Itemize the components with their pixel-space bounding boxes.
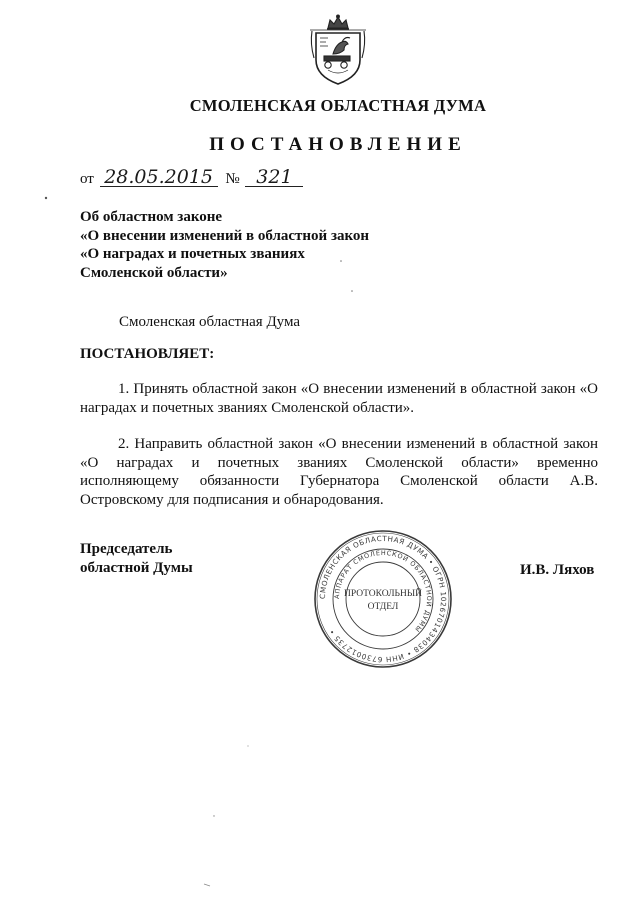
document-date: 28.05.2015 [100, 168, 218, 187]
seal-outer-text: СМОЛЕНСКАЯ ОБЛАСТНАЯ ДУМА • ОГРН 1026701434038 • ИНН 6730012735 • [317, 533, 449, 665]
coat-of-arms-icon [306, 14, 370, 86]
document-subject [80, 208, 369, 282]
seal-center-line: ОТДЕЛ [367, 602, 399, 612]
organization-title: СМОЛЕНСКАЯ ОБЛАСТНАЯ ДУМА [189, 96, 487, 115]
date-number-line [80, 168, 303, 188]
subject-line: «О наградах и почетных званиях [80, 246, 305, 262]
seal-inner-text: АППАРАТ СМОЛЕНСКОЙ ОБЛАСТНОЙ ДУМЫ [332, 548, 434, 634]
signatory-title-line: Председатель [80, 541, 173, 557]
signatory-title [80, 540, 193, 577]
resolution-paragraph-1: 1. Принять областной закон «О внесении изменений в областной закон «О наградах и почетных званиях Смоленской области». [80, 381, 598, 416]
official-seal-stamp [312, 528, 454, 670]
signatory-name: И.В. Ляхов [520, 562, 595, 578]
signatory-title-line: областной Думы [80, 559, 193, 576]
subject-line: «О внесении изменений в областной закон [80, 227, 370, 244]
document-number: 321 [245, 168, 303, 187]
issuing-body: Смоленская областная Дума [119, 314, 301, 330]
resolves-heading: ПОСТАНОВЛЯЕТ: [80, 346, 215, 362]
seal-center-line: ПРОТОКОЛЬНЫЙ [343, 589, 423, 599]
subject-line: Смоленской области» [80, 264, 228, 281]
resolution-paragraph-2: 2. Направить областной закон «О внесении изменений в областной закон «О наградах и почетных званиях Смоленской области» временно исполняющему обязанности Губернатора Смоленской области А.В. Островскому для подписания и обнародования. [80, 436, 598, 508]
subject-line: Об областном законе [80, 209, 223, 225]
document-type-heading: ПОСТАНОВЛЕНИЕ [209, 134, 467, 155]
number-prefix: № [225, 171, 240, 187]
date-prefix: от [80, 171, 94, 187]
